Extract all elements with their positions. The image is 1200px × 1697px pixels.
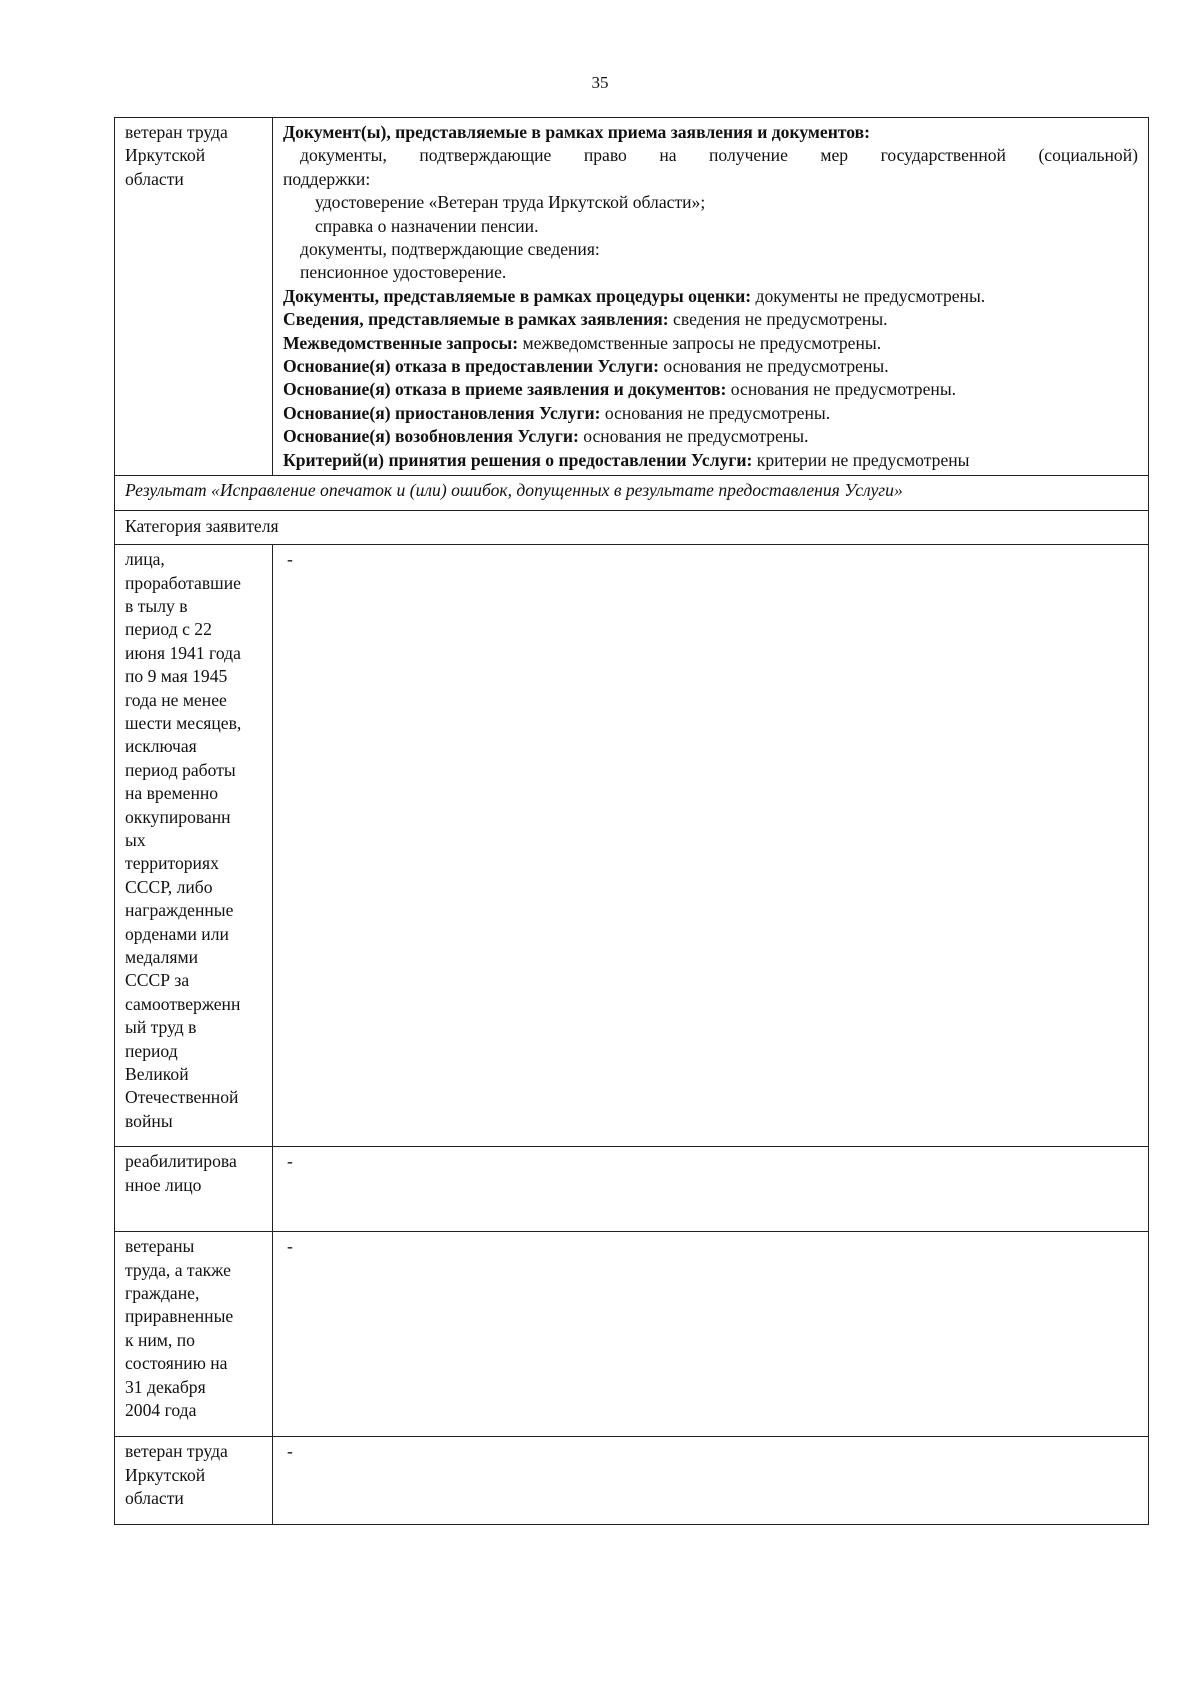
category-line: период работы: [125, 759, 236, 780]
details-cell: [273, 118, 1149, 476]
category-line: самоотверженн: [125, 993, 241, 1014]
category-line: медалями: [125, 947, 199, 967]
category-line: на временно: [125, 783, 219, 804]
docs-item: справка о назначении пенсии.: [315, 215, 539, 236]
category-line: года не менее: [125, 689, 227, 710]
field-value: основания не предусмотрены.: [726, 379, 957, 400]
category-cell: [115, 1232, 273, 1437]
category-line: 2004 года: [125, 1399, 197, 1420]
category-line: 31 декабря: [125, 1376, 206, 1397]
value-cell: [273, 545, 1149, 1147]
category-line: шести месяцев,: [125, 712, 242, 733]
category-line: реабилитирова: [125, 1151, 237, 1172]
field-label: Сведения, представляемые в рамках заявления:: [283, 309, 669, 330]
category-lines: [125, 548, 265, 1133]
table-row: [115, 118, 1149, 476]
category-line: исключая: [125, 736, 197, 757]
field-value: основания не предусмотрены.: [578, 426, 809, 447]
field-line: [283, 402, 1138, 425]
category-line: Иркутской: [125, 145, 206, 166]
field-label: Межведомственные запросы:: [283, 332, 519, 353]
table-row: [115, 1232, 1149, 1437]
category-line: ветераны: [125, 1236, 195, 1257]
result-row: Результат «Исправление опечаток и (или) ошибок, допущенных в результате предоставления Услуги»: [115, 476, 1149, 511]
field-value: основания не предусмотрены.: [658, 356, 889, 377]
category-line: территориях: [125, 853, 219, 874]
category-line: ветеран труда: [125, 1441, 228, 1462]
category-line: ветеран труда: [125, 122, 228, 142]
category-line: Великой: [125, 1064, 189, 1085]
field-label: Основание(я) возобновления Услуги:: [283, 426, 579, 447]
field-label: Основание(я) отказа в приеме заявления и документов:: [283, 379, 727, 400]
value-dash: -: [287, 1441, 293, 1462]
field-line: [283, 308, 1138, 331]
category-line: оккупированн: [125, 806, 231, 827]
value-dash: -: [287, 1236, 293, 1257]
category-line: июня 1941 года: [125, 642, 241, 663]
category-line: лица,: [125, 549, 165, 570]
category-cell: [115, 118, 273, 476]
docs-heading: Документ(ы), представляемые в рамках приема заявления и документов:: [283, 122, 870, 142]
category-line: в тылу в: [125, 595, 188, 616]
field-value: сведения не предусмотрены.: [668, 309, 888, 330]
value-cell: [273, 1147, 1149, 1232]
field-value: документы не предусмотрены.: [751, 285, 986, 306]
category-line: к ним, по: [125, 1329, 195, 1350]
category-line: ых: [125, 829, 146, 850]
category-header: Категория заявителя: [115, 511, 1149, 545]
category-line: награжденные: [125, 900, 234, 921]
category-lines: [125, 1150, 265, 1197]
field-line: [283, 425, 1138, 448]
table-row: [115, 1437, 1149, 1525]
field-label: Основание(я) приостановления Услуги:: [283, 402, 601, 423]
table-row: [115, 545, 1149, 1147]
value-cell: [273, 1232, 1149, 1437]
category-line: орденами или: [125, 923, 229, 944]
table-row: [115, 511, 1149, 545]
category-line: области: [125, 168, 184, 189]
table-row: [115, 1147, 1149, 1232]
category-line: ый труд в: [125, 1017, 197, 1038]
document-table: [114, 117, 1149, 1525]
category-line: период с 22: [125, 619, 212, 640]
value-dash: -: [287, 1151, 293, 1172]
docs-intro: документы, подтверждающие право на получение мер государственной (социальной): [300, 145, 1138, 166]
category-line: труда, а также: [125, 1259, 231, 1280]
category-line: приравненные: [125, 1306, 234, 1327]
category-line: Отечественной: [125, 1087, 239, 1108]
category-line: Иркутской: [125, 1464, 206, 1485]
field-line: [283, 332, 1138, 355]
field-line: [283, 378, 1138, 401]
category-line: нное лицо: [125, 1174, 202, 1195]
value-dash: -: [287, 549, 293, 570]
field-line: [283, 355, 1138, 378]
category-line: граждане,: [125, 1282, 200, 1303]
category-line: СССР, либо: [125, 876, 213, 897]
info-docs-label: документы, подтверждающие сведения:: [300, 239, 600, 260]
field-line: [283, 449, 1138, 472]
category-cell: [115, 1147, 273, 1232]
docs-item: удостоверение «Ветеран труда Иркутской области»;: [315, 192, 706, 213]
category-line: области: [125, 1487, 184, 1508]
info-docs-item: пенсионное удостоверение.: [300, 262, 507, 283]
category-cell: [115, 1437, 273, 1525]
field-value: критерии не предусмотрены: [752, 449, 970, 470]
category-lines: [125, 1440, 265, 1510]
field-value: основания не предусмотрены.: [600, 402, 831, 423]
field-label: Основание(я) отказа в предоставлении Услуги:: [283, 356, 659, 377]
category-cell: [115, 545, 273, 1147]
category-line: по 9 мая 1945: [125, 666, 228, 687]
field-label: Критерий(и) принятия решения о предоставлении Услуги:: [283, 449, 753, 470]
field-value: межведомственные запросы не предусмотрены.: [518, 332, 882, 353]
docs-intro-cont: поддержки:: [283, 168, 371, 189]
category-line: проработавшие: [125, 572, 241, 593]
category-line: период: [125, 1040, 178, 1061]
value-cell: [273, 1437, 1149, 1525]
category-lines: [125, 1235, 265, 1422]
field-line: [283, 285, 1138, 308]
category-line: войны: [125, 1110, 173, 1131]
field-label: Документы, представляемые в рамках процедуры оценки:: [283, 285, 752, 306]
category-line: состоянию на: [125, 1353, 228, 1374]
category-line: СССР за: [125, 970, 190, 991]
table-row: [115, 476, 1149, 511]
page-number: 35: [591, 73, 609, 92]
